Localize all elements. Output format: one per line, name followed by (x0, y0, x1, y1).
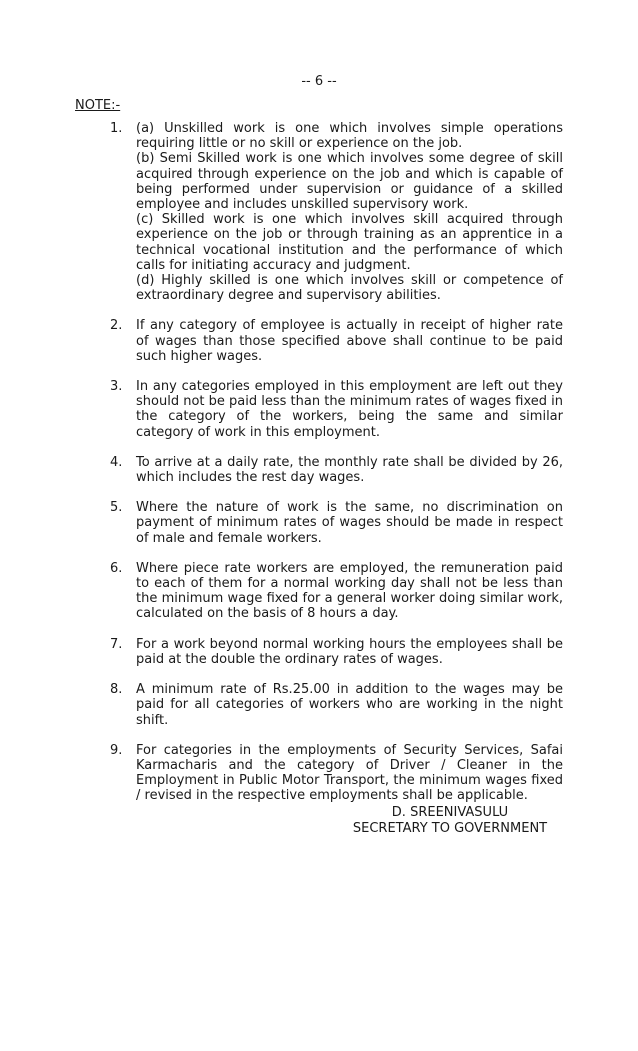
note-item (110, 379, 563, 440)
note-paragraph: (b) Semi Skilled work is one which involves some degree of skill acquired through experience on the job and which is capable of being performed under supervision or guidance of a skilled employee and includes unskilled supervisory work. (136, 151, 563, 213)
note-number: 5. (110, 500, 123, 516)
note-item (110, 318, 563, 364)
note-paragraph: For a work beyond normal working hours the employees shall be paid at the double the ordinary rates of wages. (136, 636, 563, 667)
note-paragraph: If any category of employee is actually in receipt of higher rate of wages than those specified above shall continue to be paid such higher wages. (136, 318, 563, 364)
note-paragraph: In any categories employed in this employment are left out they should not be paid less than the minimum rates of wages fixed in the category of the workers, being the same and similar category of work in this employment. (136, 379, 563, 440)
note-number: 9. (110, 742, 123, 758)
note-item (110, 121, 563, 303)
signatory-name: D. SREENIVASULU (391, 805, 509, 820)
note-paragraph: (a) Unskilled work is one which involves simple operations requiring little or no skill or experience on the job. (136, 121, 563, 152)
note-item (110, 682, 563, 728)
note-paragraph: A minimum rate of Rs.25.00 in addition to the wages may be paid for all categories of workers who are working in the night shift. (136, 682, 563, 728)
note-item (110, 500, 563, 546)
note-paragraph: For categories in the employments of Security Services, Safai Karmacharis and the category of Driver / Cleaner in the Employment in Public Motor Transport, the minimum wages fixed / revised in the respective employments shall be applicable. (136, 742, 563, 804)
note-paragraph: Where the nature of work is the same, no discrimination on payment of minimum rates of wages should be made in respect of male and female workers. (136, 500, 563, 546)
note-number: 2. (110, 318, 123, 334)
note-number: 3. (110, 379, 123, 395)
note-paragraph: (c) Skilled work is one which involves skill acquired through experience on the job or through training as an apprentice in a technical vocational institution and the performance of which calls for initiating accuracy and judgment. (136, 212, 563, 273)
note-paragraph: Where piece rate workers are employed, the remuneration paid to each of them for a normal working day shall not be less than the minimum wage fixed for a general worker doing similar work, calculated on the basis of 8 hours a day. (136, 560, 563, 622)
note-item (110, 561, 563, 622)
note-paragraph: To arrive at a daily rate, the monthly rate shall be divided by 26, which includes the rest day wages. (136, 454, 563, 486)
note-paragraph: (d) Highly skilled is one which involves skill or competence of extraordinary degree and supervisory abilities. (136, 273, 563, 304)
note-item (110, 637, 563, 667)
note-number: 8. (110, 682, 123, 698)
page-number: -- 6 -- (301, 74, 337, 89)
notes-list (110, 121, 563, 819)
signatory-title: SECRETARY TO GOVERNMENT (352, 821, 548, 836)
note-number: 4. (110, 454, 123, 470)
note-number: 1. (110, 121, 123, 136)
note-number: 7. (110, 636, 123, 652)
signature-block (340, 805, 560, 837)
note-item (110, 455, 563, 485)
note-number: 6. (110, 560, 123, 576)
note-heading: NOTE:- (75, 98, 121, 113)
note-item (110, 743, 563, 804)
